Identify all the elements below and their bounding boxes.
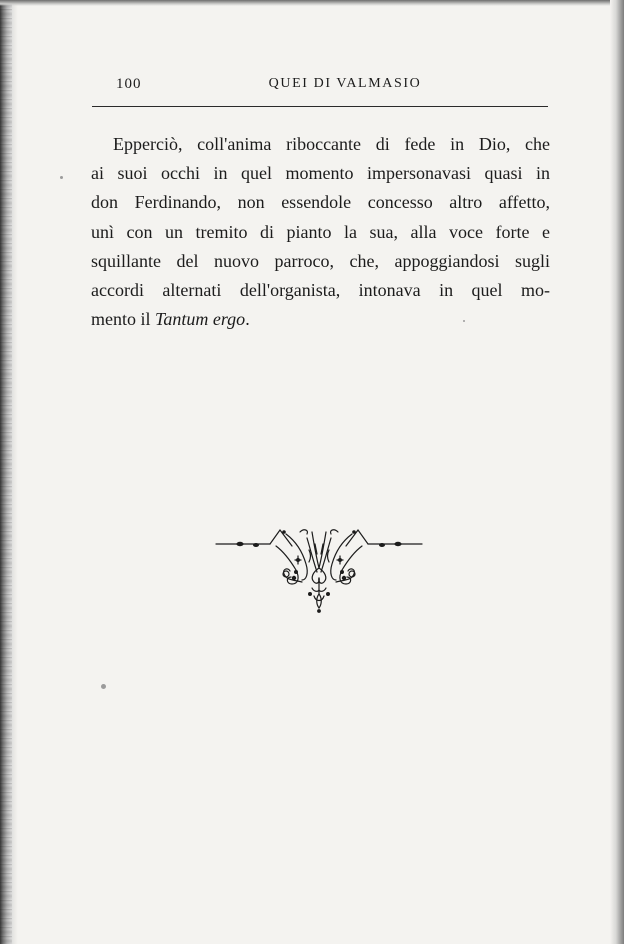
page-number: 100: [116, 76, 142, 92]
text-line: unì con un tremito di pianto la sua, alla voce forte e: [91, 221, 550, 242]
book-binding-edge: [0, 0, 18, 944]
page-right-edge: [610, 0, 624, 944]
last-line-prefix: mento il: [91, 309, 155, 330]
running-head: [92, 76, 548, 98]
text-line: Epperciò, coll'anima riboccante di fede in Dio, che: [113, 134, 550, 154]
header-rule: [92, 106, 548, 107]
paper-speck: [101, 684, 106, 689]
tantum-ergo-italic: Tantum ergo: [155, 309, 246, 330]
last-line-suffix: .: [245, 309, 250, 330]
body-paragraph: [91, 130, 550, 334]
text-line-last: [91, 305, 550, 334]
page-top-edge: [0, 0, 624, 6]
text-line: squillante del nuovo parroco, che, appoggiandosi sugli: [91, 250, 550, 271]
running-title: QUEI DI VALMASIO: [268, 76, 422, 91]
tailpiece-ornament-icon: [214, 522, 424, 614]
text-line: accordi alternati dell'organista, intonava in quel mo-: [91, 280, 550, 301]
paper-speck: [60, 176, 63, 179]
paper-speck: [463, 320, 465, 322]
text-line: don Ferdinando, non essendole concesso altro affetto,: [91, 192, 550, 213]
text-line: ai suoi occhi in quel momento impersonavasi quasi in: [91, 163, 550, 184]
